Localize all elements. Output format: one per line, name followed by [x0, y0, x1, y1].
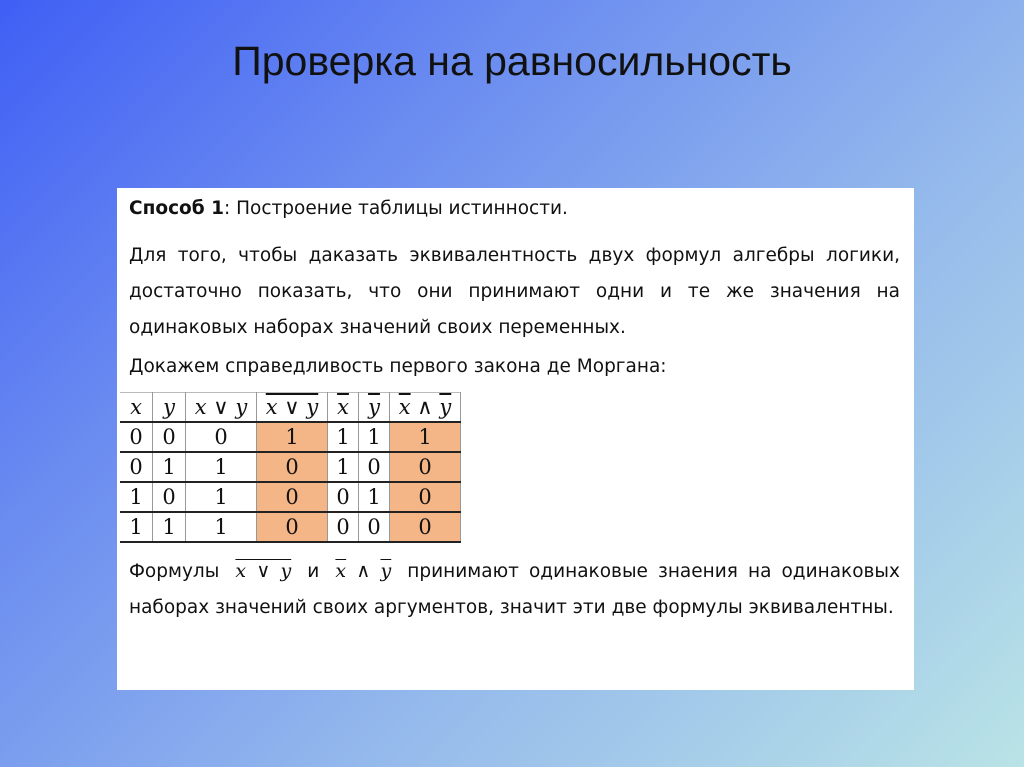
- table-cell: 1: [186, 512, 257, 542]
- method-label: Способ 1: [129, 198, 224, 219]
- conclusion-and: и: [307, 561, 320, 582]
- header-not-x-or-y-text: x ∨ y: [265, 395, 319, 419]
- formula2-x: $\overline{x}$: [335, 560, 347, 582]
- conclusion-paragraph: [129, 553, 900, 626]
- table-cell: 1: [186, 452, 257, 482]
- table-cell: 1: [359, 422, 390, 452]
- header-y: y: [153, 393, 186, 423]
- header-not-x-and-not-y: $\overline{x}$ ∧ $\overline{y}$: [390, 393, 461, 423]
- formula-not-x-and-not-y: [329, 560, 397, 582]
- content-card: [117, 188, 914, 690]
- conclusion-end: принимают одинаковые знаения на одинаковых наборах значений своих аргументов, значит эти две формулы эквивалентны.: [129, 561, 900, 618]
- header-x: x: [120, 393, 153, 423]
- table-cell: 0: [186, 422, 257, 452]
- table-cell-highlight: 1: [390, 422, 461, 452]
- formula-not-x-or-y: x ∨ y: [235, 560, 292, 582]
- table-cell: 1: [186, 482, 257, 512]
- header-not-x-text: $\overline{x}$: [337, 395, 349, 419]
- intro-paragraph: Для того, чтобы даказать эквивалентность двух формул алгебры логики, достаточно показать, что они принимают одни и те же значения на одинаковых наборах значений своих переменных.: [129, 245, 900, 338]
- de-morgan-intro: Докажем справедливость первого закона де Моргана:: [129, 356, 667, 377]
- table-cell: 1: [359, 482, 390, 512]
- table-cell-highlight: 0: [390, 482, 461, 512]
- table-cell: 0: [153, 482, 186, 512]
- table-cell-highlight: 1: [257, 422, 328, 452]
- table-cell-highlight: 0: [257, 512, 328, 542]
- table-cell: 1: [328, 452, 359, 482]
- table-cell: 0: [120, 452, 153, 482]
- table-cell: 1: [120, 482, 153, 512]
- table-cell: 1: [328, 422, 359, 452]
- table-cell: 0: [328, 512, 359, 542]
- table-row: [120, 422, 461, 452]
- table-row: [120, 512, 461, 542]
- table-cell-highlight: 0: [257, 482, 328, 512]
- table-cell-highlight: 0: [390, 452, 461, 482]
- formula2-y: $\overline{y}$: [380, 560, 392, 582]
- table-cell-highlight: 0: [257, 452, 328, 482]
- table-cell: 1: [153, 512, 186, 542]
- table-cell: 1: [153, 452, 186, 482]
- slide-title: Проверка на равносильность: [232, 38, 792, 84]
- table-row: [120, 452, 461, 482]
- conclusion-start: Формулы: [129, 561, 220, 582]
- table-cell-highlight: 0: [390, 512, 461, 542]
- table-cell: 0: [153, 422, 186, 452]
- table-cell: 0: [359, 452, 390, 482]
- header-not-x: [328, 393, 359, 423]
- table-cell: 1: [120, 512, 153, 542]
- table-row: [120, 482, 461, 512]
- header-not-x-or-y: [257, 393, 328, 423]
- header-not-y: [359, 393, 390, 423]
- method-description: : Построение таблицы истинности.: [223, 198, 568, 219]
- table-cell: 0: [359, 512, 390, 542]
- method-heading: [129, 198, 900, 232]
- formula2-op: ∧: [346, 560, 381, 582]
- header-not-y-text: $\overline{y}$: [368, 395, 380, 419]
- truth-table-header: [120, 393, 461, 423]
- header-x-or-y: x ∨ y: [186, 393, 257, 423]
- table-cell: 0: [328, 482, 359, 512]
- header-and-x: $\overline{x}$: [398, 395, 411, 419]
- header-and-y: $\overline{y}$: [439, 395, 452, 419]
- table-cell: 0: [120, 422, 153, 452]
- truth-table: [120, 392, 461, 543]
